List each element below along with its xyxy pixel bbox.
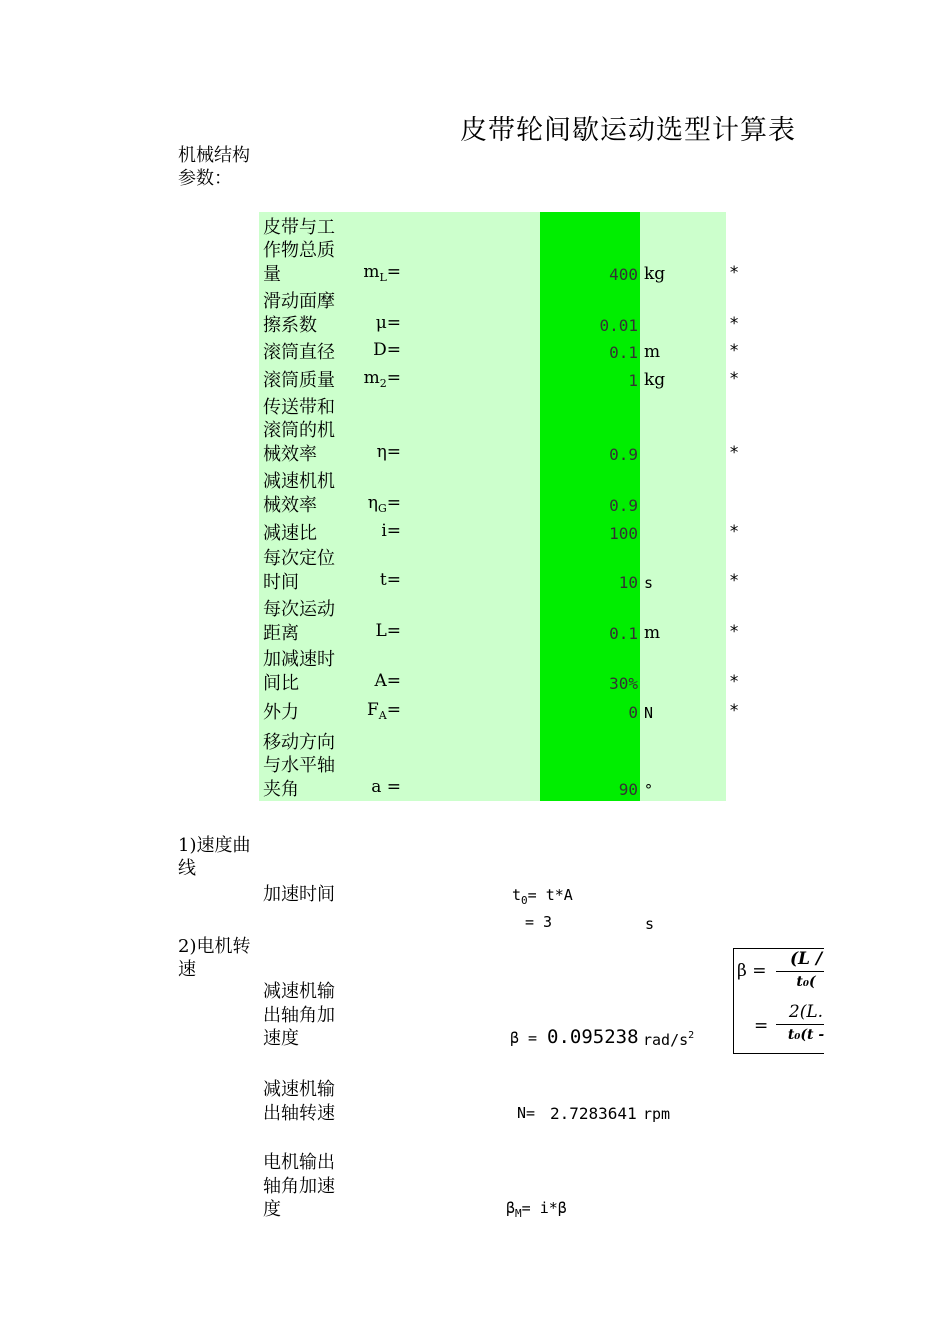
required-marker: * bbox=[729, 571, 740, 591]
param-row bbox=[263, 696, 863, 724]
beta-m-label: 电机输出轴角加速度 bbox=[263, 1152, 335, 1220]
accel-time-label: 加速时间 bbox=[263, 884, 335, 905]
param-label: 每次运动距离 bbox=[263, 599, 335, 644]
formula-fraction-2: 2(L. t₀(t - bbox=[776, 1002, 824, 1043]
required-marker: * bbox=[729, 314, 740, 334]
param-symbol: η= bbox=[376, 442, 401, 462]
param-label: 减速比 bbox=[263, 522, 317, 544]
param-label: 滚筒质量 bbox=[263, 369, 335, 391]
param-symbol: D= bbox=[373, 340, 401, 360]
accel-time-unit: s bbox=[645, 915, 655, 933]
required-marker: * bbox=[729, 701, 740, 721]
param-row bbox=[263, 545, 863, 594]
section-motor-speed: 2)电机转速 bbox=[178, 936, 251, 980]
accel-time-formula: $t_0= t*A$ bbox=[512, 886, 573, 907]
param-symbol: $F_A=$ bbox=[367, 700, 401, 722]
param-value[interactable]: 0.01 bbox=[599, 316, 638, 335]
beta-lhs: β = bbox=[510, 1029, 538, 1047]
beta-formula-box bbox=[733, 948, 824, 1054]
section-mechanical-params: 机械结构参数： bbox=[178, 145, 250, 189]
param-row bbox=[263, 595, 863, 645]
param-label: 滑动面摩擦系数 bbox=[263, 291, 335, 336]
accel-time-result: = 3 bbox=[525, 913, 553, 931]
param-row bbox=[263, 467, 863, 517]
param-value[interactable]: 90 bbox=[618, 780, 638, 799]
param-unit: m bbox=[644, 623, 661, 643]
param-value[interactable]: 0.9 bbox=[609, 445, 638, 464]
param-symbol: A= bbox=[374, 671, 401, 691]
param-row bbox=[263, 517, 863, 545]
section-speed-curve: 1)速度曲线 bbox=[178, 835, 251, 879]
param-label: 移动方向与水平轴夹角 bbox=[263, 731, 335, 800]
param-value[interactable]: 100 bbox=[609, 524, 638, 543]
beta-label: 减速机输出轴角加速度 bbox=[263, 981, 335, 1049]
param-symbol: $m_2=$ bbox=[363, 368, 401, 390]
beta-unit: rad/$s^2$ bbox=[643, 1030, 695, 1049]
param-row bbox=[263, 337, 863, 364]
param-unit: kg bbox=[644, 370, 666, 390]
param-label: 减速机机械效率 bbox=[263, 471, 335, 516]
param-value[interactable]: 400 bbox=[609, 265, 638, 284]
param-row bbox=[263, 213, 863, 286]
n-lhs: N= bbox=[517, 1104, 536, 1122]
param-label: 加减速时间比 bbox=[263, 649, 335, 694]
param-value[interactable]: 10 bbox=[618, 573, 638, 592]
n-unit: rpm bbox=[643, 1105, 671, 1123]
n-value: 2.7283641 bbox=[550, 1104, 637, 1123]
page-title: 皮带轮间歇运动选型计算表 bbox=[460, 115, 796, 146]
param-value[interactable]: 0.1 bbox=[609, 624, 638, 643]
required-marker: * bbox=[729, 622, 740, 642]
param-symbol: a = bbox=[371, 777, 401, 797]
required-marker: * bbox=[729, 263, 740, 283]
formula-eq2: = bbox=[754, 1016, 769, 1036]
beta-m-formula: $\beta_M= i*\beta$ bbox=[506, 1199, 567, 1220]
required-marker: * bbox=[729, 672, 740, 692]
param-row bbox=[263, 287, 863, 337]
param-value[interactable]: 0 bbox=[628, 703, 638, 722]
param-unit: ° bbox=[644, 781, 654, 799]
required-marker: * bbox=[729, 522, 740, 542]
required-marker: * bbox=[729, 443, 740, 463]
param-value[interactable]: 30% bbox=[609, 674, 638, 693]
param-row bbox=[263, 364, 863, 392]
param-value[interactable]: 0.1 bbox=[609, 343, 638, 362]
param-label: 传送带和滚筒的机械效率 bbox=[263, 396, 335, 465]
param-unit: N bbox=[644, 704, 654, 722]
required-marker: * bbox=[729, 341, 740, 361]
param-label: 每次定位时间 bbox=[263, 548, 335, 593]
param-label: 滚筒直径 bbox=[263, 341, 335, 363]
param-value[interactable]: 0.9 bbox=[609, 496, 638, 515]
param-row bbox=[263, 394, 863, 466]
n-label: 减速机输出轴转速 bbox=[263, 1079, 335, 1124]
param-symbol: $\eta_G=$ bbox=[367, 493, 401, 515]
param-row bbox=[263, 645, 863, 695]
param-row bbox=[263, 727, 863, 801]
beta-value: 0.095238 bbox=[547, 1026, 639, 1048]
param-unit: kg bbox=[644, 264, 666, 284]
param-value[interactable]: 1 bbox=[628, 371, 638, 390]
param-symbol: L= bbox=[375, 621, 401, 641]
param-label: 外力 bbox=[263, 701, 299, 723]
param-unit: s bbox=[644, 574, 654, 592]
param-unit: m bbox=[644, 342, 661, 362]
required-marker: * bbox=[729, 369, 740, 389]
formula-lhs: β = bbox=[737, 961, 767, 981]
formula-fraction-1: (L / t₀( bbox=[776, 949, 824, 990]
param-symbol: i= bbox=[381, 521, 401, 541]
param-symbol: μ= bbox=[375, 313, 401, 333]
param-label: 皮带与工作物总质量 bbox=[263, 216, 335, 285]
param-symbol: t= bbox=[379, 570, 401, 590]
param-symbol: $m_L=$ bbox=[363, 262, 401, 284]
